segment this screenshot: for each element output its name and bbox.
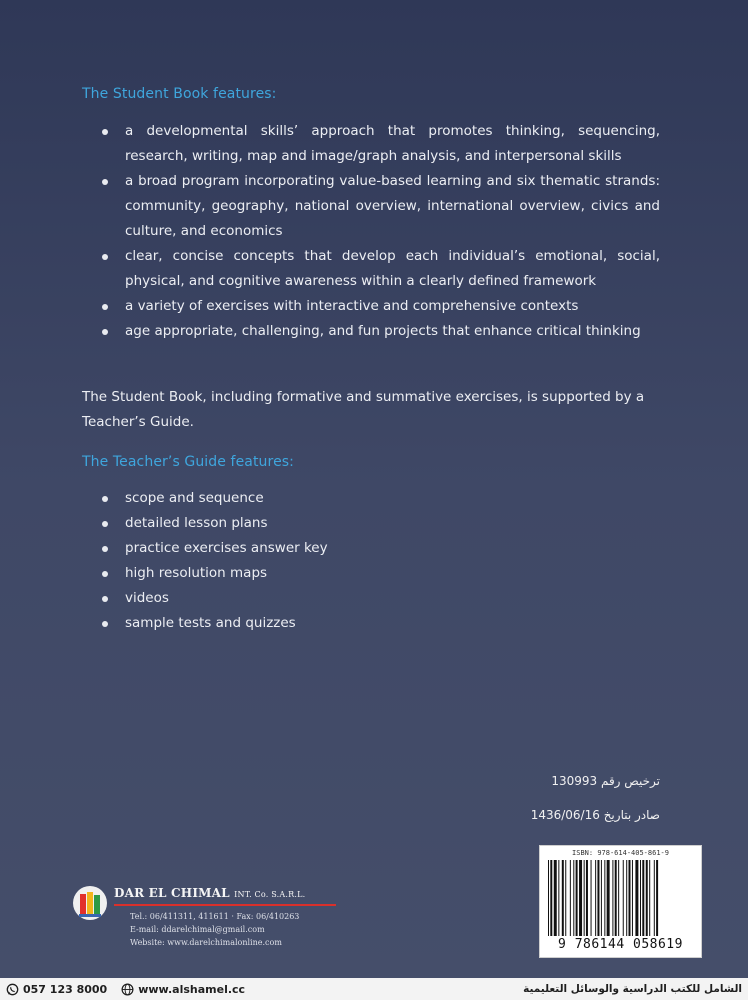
list-item: age appropriate, challenging, and fun projects that enhance critical thinking [100,319,660,344]
publisher-name-main: DAR EL CHIMAL [114,886,230,900]
list-item: a variety of exercises with interactive and comprehensive contexts [100,294,660,319]
list-item: practice exercises answer key [100,536,660,561]
isbn-label: ISBN: 978-614-405-861-9 [572,849,669,857]
publisher-phone: Tel.: 06/411311, 411611 · Fax: 06/410263 [130,912,300,921]
globe-icon [121,983,134,996]
footer-website-text: www.alshamel.cc [138,982,246,996]
license-number: ترخيص رقم 130993 [551,774,660,788]
publisher-name [114,886,305,900]
student-book-heading: The Student Book features: [82,86,277,102]
support-paragraph: The Student Book, including formative and summative exercises, is supported by a Teacher’s Guide. [82,389,645,430]
publisher-website: Website: www.darelchimalonline.com [130,938,282,947]
teachers-guide-feature-list [100,486,660,636]
publisher-name-suffix: INT. Co. S.A.R.L. [234,890,306,899]
publisher-logo-icon [72,882,108,924]
footer-website[interactable] [121,983,245,996]
footer-store-name: الشامل للكتب الدراسية والوسائل التعليمية [523,983,742,995]
list-item: clear, concise concepts that develop each individual’s emotional, social, physical, and cognitive awareness within a clearly defined framework [100,244,660,294]
footer-bar [0,978,748,1000]
list-item: detailed lesson plans [100,511,660,536]
list-item: a broad program incorporating value-based learning and six thematic strands: community, geography, national overview, international overview, civics and culture, and economics [100,169,660,244]
list-item: a developmental skills’ approach that promotes thinking, sequencing, research, writing, map and image/graph analysis, and interpersonal skills [100,119,660,169]
list-item: sample tests and quizzes [100,611,660,636]
isbn-barcode [539,845,702,958]
footer-phone[interactable] [6,983,107,996]
license-date: صادر بتاريخ 1436/06/16 [530,808,660,822]
list-item: scope and sequence [100,486,660,511]
publisher-email: E-mail: ddarelchimal@gmail.com [130,925,265,934]
barcode-digits: 9 786144 058619 [558,937,683,952]
publisher-rule [114,904,336,906]
whatsapp-icon [6,983,19,996]
list-item: videos [100,586,660,611]
footer-phone-text: 057 123 8000 [23,982,108,996]
barcode-bars [548,860,695,936]
student-book-feature-list [100,119,660,344]
teachers-guide-heading: The Teacher’s Guide features: [82,454,295,470]
list-item: high resolution maps [100,561,660,586]
